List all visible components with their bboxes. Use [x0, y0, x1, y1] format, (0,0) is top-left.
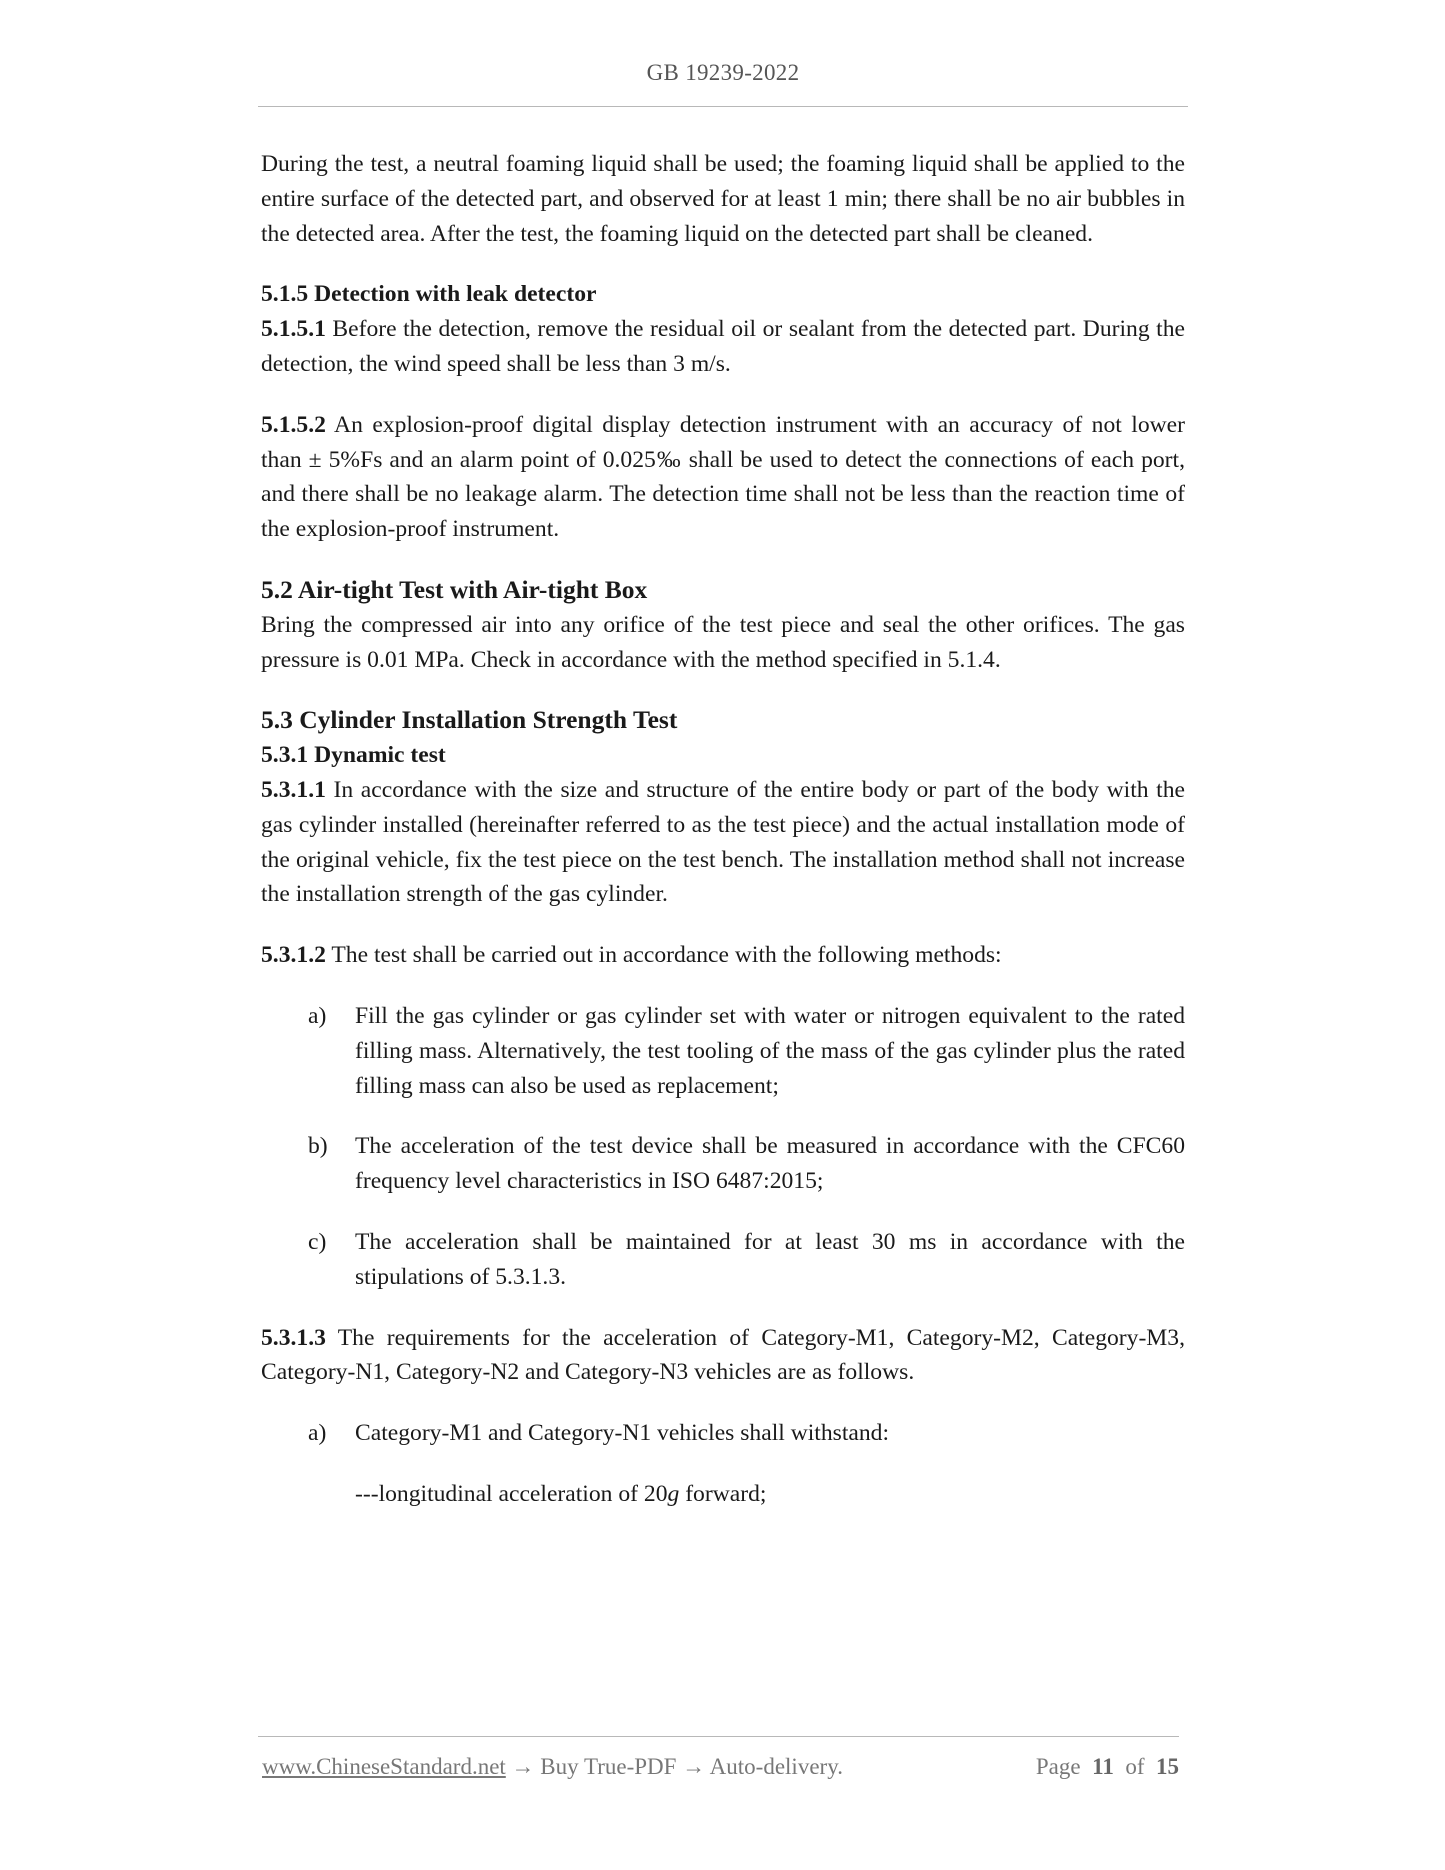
clause-number: 5.1.5.1 [261, 316, 326, 343]
list-marker: c) [308, 1228, 327, 1255]
page-total: 15 [1156, 1754, 1179, 1779]
gravity-unit: g [667, 1480, 680, 1507]
paragraph-5-1-5-2 [261, 408, 1185, 547]
heading-5-1-5: 5.1.5 Detection with leak detector [261, 281, 597, 308]
clause-number: 5.3.1.1 [261, 776, 326, 803]
list-item-text: Category-M1 and Category-N1 vehicles shall withstand: [355, 1420, 890, 1447]
page-header: GB 19239-2022 [646, 60, 800, 85]
list-item [261, 1129, 1185, 1199]
list-item [261, 1416, 1185, 1451]
list-item-text: The acceleration of the test device shall be measured in accordance with the CFC60 frequency level characteristics in ISO 6487:2015; [355, 1133, 1185, 1195]
delivery-text: Auto-delivery. [709, 1754, 843, 1779]
arrow-separator: → [505, 1754, 541, 1779]
paragraph-5-2: Bring the compressed air into any orifice of the test piece and seal the other orifices. The gas pressure is 0.01 MPa. Check in accordance with the method specified in 5.1.4. [261, 611, 1185, 673]
footer-divider [258, 1736, 1179, 1737]
list-marker: b) [308, 1133, 328, 1160]
dash-requirement [261, 1477, 1185, 1512]
header-divider [258, 106, 1188, 107]
paragraph-foaming-liquid: During the test, a neutral foaming liquid shall be used; the foaming liquid shall be applied to the entire surface of the detected part, and observed for at least 1 min; there shall be no air bubbles in the detected area. After the test, the foaming liquid on the detected part shall be cleaned. [261, 151, 1185, 247]
dash-text-end: forward; [679, 1480, 767, 1507]
list-item-text: The acceleration shall be maintained for at least 30 ms in accordance with the stipulations of 5.3.1.3. [355, 1228, 1185, 1290]
list-item [261, 999, 1185, 1103]
footer-promo [262, 1754, 843, 1780]
list-marker: a) [308, 1002, 327, 1029]
clause-text: In accordance with the size and structure of the entire body or part of the body with the gas cylinder installed (hereinafter referred to as the test piece) and the actual installation mode of the original vehicle, fix the test piece on the test bench. The installation method shall not increase the installation strength of the gas cylinder. [261, 776, 1185, 908]
list-item [261, 1225, 1185, 1295]
paragraph-5-1-5-1 [261, 312, 1185, 382]
dash-text: ---longitudinal acceleration of 20 [355, 1480, 668, 1507]
clause-text: An explosion-proof digital display detection instrument with an accuracy of not lower than ± 5%Fs and an alarm point of 0.025‰ shall be used to detect the connections of each port, and there shall be no leakage alarm. The detection time shall not be less than the reaction time of the explosion-proof instrument. [261, 411, 1185, 543]
paragraph-5-3-1-2 [261, 938, 1185, 973]
clause-text: Before the detection, remove the residual oil or sealant from the detected part. During the detection, the wind speed shall be less than 3 m/s. [261, 316, 1185, 377]
page-label: Page [1035, 1754, 1081, 1779]
clause-number: 5.3.1.3 [261, 1324, 326, 1351]
page-number: 11 [1092, 1754, 1114, 1779]
clause-number: 5.3.1.2 [261, 942, 326, 969]
buy-pdf-text: Buy True-PDF [540, 1754, 677, 1779]
of-label: of [1125, 1754, 1145, 1779]
paragraph-5-3-1-3 [261, 1321, 1185, 1391]
arrow-separator: → [676, 1754, 710, 1779]
clause-text: The requirements for the acceleration of Category-M1, Category-M2, Category-M3, Category-N1, Category-N2 and Category-N3 vehicles are as follows. [261, 1324, 1185, 1386]
page-content [261, 147, 1185, 1512]
clause-number: 5.1.5.2 [261, 411, 326, 438]
heading-5-3-1: 5.3.1 Dynamic test [261, 742, 446, 769]
list-marker: a) [308, 1420, 327, 1447]
page-indicator [1036, 1754, 1179, 1780]
heading-5-2: 5.2 Air-tight Test with Air-tight Box [261, 574, 648, 604]
clause-text: The test shall be carried out in accordance with the following methods: [325, 942, 1002, 969]
paragraph-5-3-1-1 [261, 773, 1185, 912]
list-item-text: Fill the gas cylinder or gas cylinder set with water or nitrogen equivalent to the rated filling mass. Alternatively, the test tooling of the mass of the gas cylinder plus the rated filling mass can also be used as replacement; [355, 1002, 1185, 1099]
heading-5-3: 5.3 Cylinder Installation Strength Test [261, 705, 678, 735]
site-link[interactable]: www.ChineseStandard.net [262, 1754, 506, 1779]
